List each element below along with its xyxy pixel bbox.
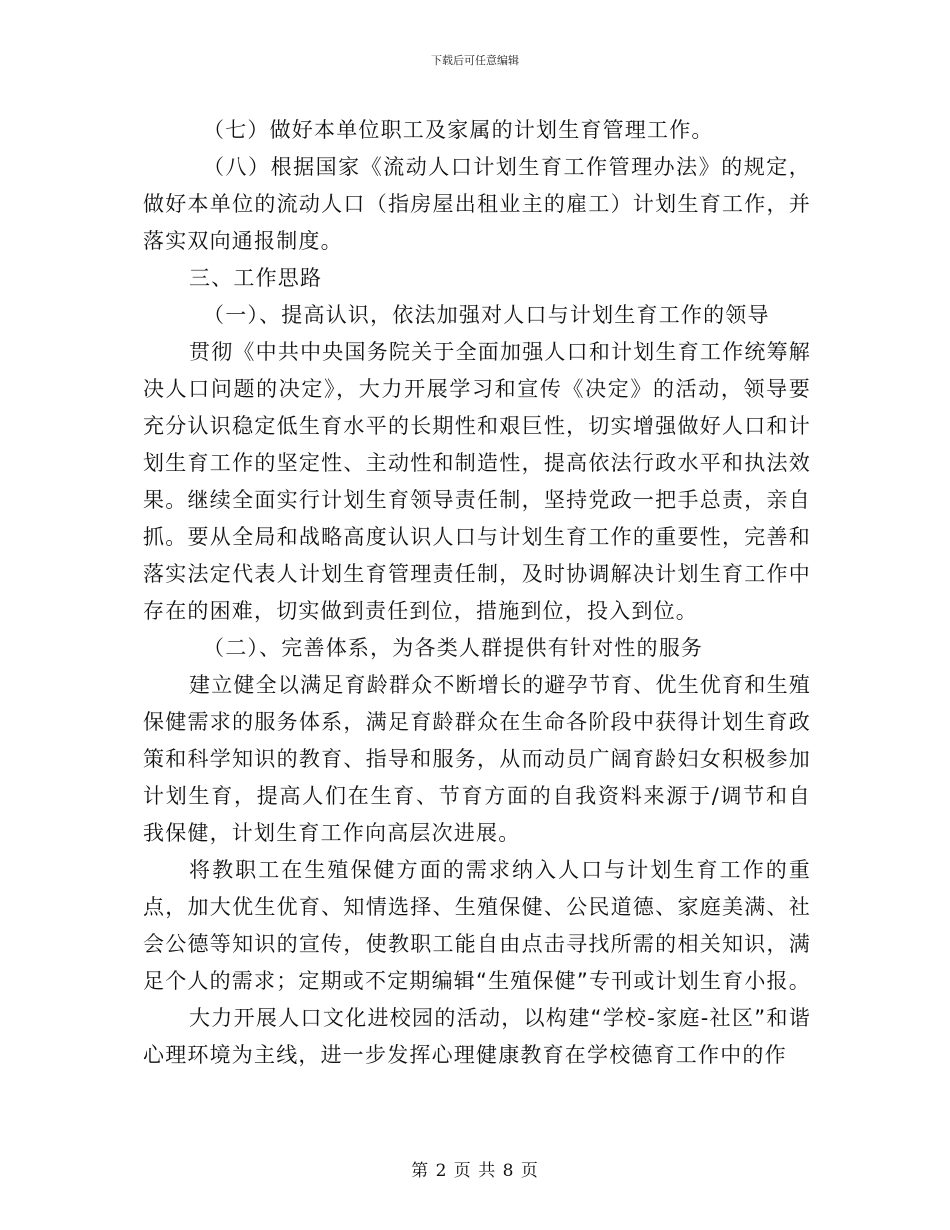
- paragraph-campus-culture: 大力开展人口文化进校园的活动，以构建“学校-家庭-社区”和谐心理环境为主线，进一步发挥心理健康教育在学校德育工作中的作: [143, 1006, 811, 1067]
- document-body: [143, 112, 811, 1074]
- paragraph-implement-decision: 贯彻《中共中央国务院关于全面加强人口和计划生育工作统筹解决人口问题的决定》，大力开展学习和宣传《决定》的活动，领导要充分认识稳定低生育水平的长期性和艰巨性，切实增强做好人口和计划生育工作的坚定性、主动性和制造性，提高依法行政水平和执法效果。继续全面实行计划生育领导责任制，坚持党政一把手总责，亲自抓。要从全局和战略高度认识人口与计划生育工作的重要性，完善和落实法定代表人计划生育管理责任制，及时协调解决计划生育工作中存在的困难，切实做到责任到位，措施到位，投入到位。: [143, 340, 811, 623]
- paragraph-service-system: 建立健全以满足育龄群众不断增长的避孕节育、优生优育和生殖保健需求的服务体系，满足育龄群众在生命各阶段中获得计划生育政策和科学知识的教育、指导和服务，从而动员广阔育龄妇女积极参加计划生育，提高人们在生育、节育方面的自我资料来源于/调节和自我保健，计划生育工作向高层次进展。: [143, 673, 811, 845]
- paragraph-item-8: （八）根据国家《流动人口计划生育工作管理办法》的规定，做好本单位的流动人口（指房屋出租业主的雇工）计划生育工作，并落实双向通报制度。: [143, 155, 811, 253]
- subheading-improve-system: （二）、完善体系，为各类人群提供有针对性的服务: [203, 636, 704, 660]
- page-number-footer: 第 2 页 共 8 页: [411, 1161, 539, 1181]
- section-heading-work-ideas: 三、工作思路: [189, 266, 323, 290]
- paragraph-item-7: （七）做好本单位职工及家属的计划生育管理工作。: [203, 118, 714, 142]
- paragraph-staff-needs: 将教职工在生殖保健方面的需求纳入人口与计划生育工作的重点，加大优生优育、知情选择、生殖保健、公民道德、家庭美满、社会公德等知识的宣传，使教职工能自由点击寻找所需的相关知识，满足个人的需求；定期或不定期编辑“生殖保健”专刊或计划生育小报。: [143, 858, 811, 993]
- subheading-improve-awareness: （一）、提高认识，依法加强对人口与计划生育工作的领导: [203, 303, 770, 327]
- page-header-note: 下载后可任意编辑: [431, 54, 519, 67]
